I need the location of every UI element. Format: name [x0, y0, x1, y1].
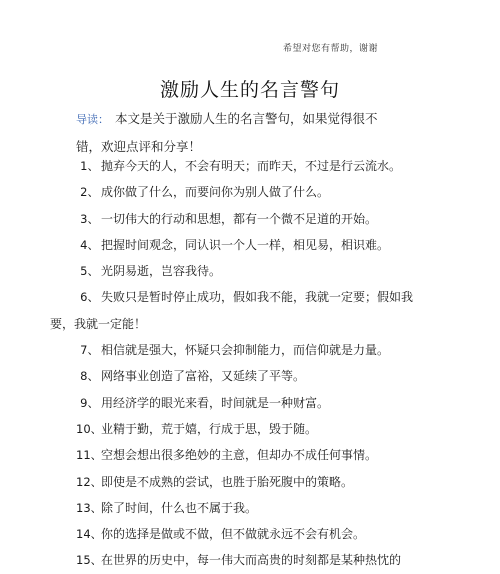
intro-paragraph	[76, 105, 396, 160]
item-number: 6、	[80, 290, 99, 305]
item-number: 15、	[76, 553, 103, 568]
item-number: 13、	[76, 500, 103, 515]
item-text: 即使是不成熟的尝试，也胜于胎死腹中的策略。	[101, 474, 354, 489]
list-item	[76, 521, 406, 547]
item-text-continued: 要，我就一定能！	[50, 316, 147, 331]
list-item	[76, 442, 406, 468]
item-text: 抛弃今天的人，不会有明天；而昨天，不过是行云流水。	[101, 159, 402, 173]
page-title: 激励人生的名言警句	[159, 79, 340, 101]
list-item	[76, 547, 406, 573]
list-item	[76, 206, 406, 232]
item-number: 3、	[80, 211, 99, 226]
item-number: 2、	[80, 185, 99, 200]
item-text: 在世界的历史中，每一伟大而高贵的时刻都是某种热忱的	[101, 553, 402, 568]
item-number: 11、	[76, 448, 103, 463]
item-number: 7、	[80, 343, 99, 358]
item-text: 空想会想出很多绝妙的主意，但却办不成任何事情。	[101, 448, 378, 463]
item-number: 12、	[76, 474, 103, 489]
item-number: 5、	[80, 264, 99, 279]
item-text: 你的选择是做或不做，但不做就永远不会有机会。	[101, 527, 366, 542]
quote-list	[50, 153, 414, 574]
intro-lead: 导读：	[76, 113, 109, 126]
item-text: 成你做了什么，而要问你为别人做了什么。	[101, 185, 330, 200]
item-text: 业精于勤，荒于嬉，行成于思，毁于随。	[101, 421, 318, 436]
list-item	[76, 337, 406, 363]
item-number: 8、	[80, 369, 99, 384]
header-note: 希望对您有帮助，谢谢	[282, 44, 378, 54]
item-text: 光阴易逝，岂容我待。	[101, 264, 222, 279]
list-item	[76, 153, 406, 179]
list-item	[76, 495, 406, 521]
item-text: 用经济学的眼光来看，时间就是一种财富。	[101, 395, 330, 410]
list-item	[76, 179, 406, 205]
list-item	[76, 258, 406, 284]
item-number: 14、	[76, 527, 103, 542]
item-text: 相信就是强大，怀疑只会抑制能力，而信仰就是力量。	[101, 343, 390, 358]
list-item	[76, 390, 406, 416]
intro-text: 本文是关于激励人生的名言警句，如果觉得很不错，欢迎点评和分享！	[76, 111, 378, 154]
item-text: 失败只是暂时停止成功，假如我不能，我就一定要；假如我	[101, 290, 414, 305]
item-text: 把握时间观念，同认识一个人一样，相见易，相识难。	[101, 237, 390, 252]
list-item	[76, 416, 406, 442]
item-text: 网络事业创造了富裕，又延续了平等。	[101, 369, 306, 384]
item-number: 1、	[80, 159, 99, 173]
item-number: 9、	[80, 395, 99, 410]
list-item	[76, 363, 406, 389]
item-number: 10、	[76, 421, 103, 436]
list-item	[76, 469, 406, 495]
list-item	[76, 232, 406, 258]
item-number: 4、	[80, 237, 99, 252]
item-text: 除了时间，什么也不属于我。	[101, 500, 258, 515]
list-item	[50, 284, 414, 337]
item-text: 一切伟大的行动和思想，都有一个微不足道的开始。	[101, 211, 378, 226]
